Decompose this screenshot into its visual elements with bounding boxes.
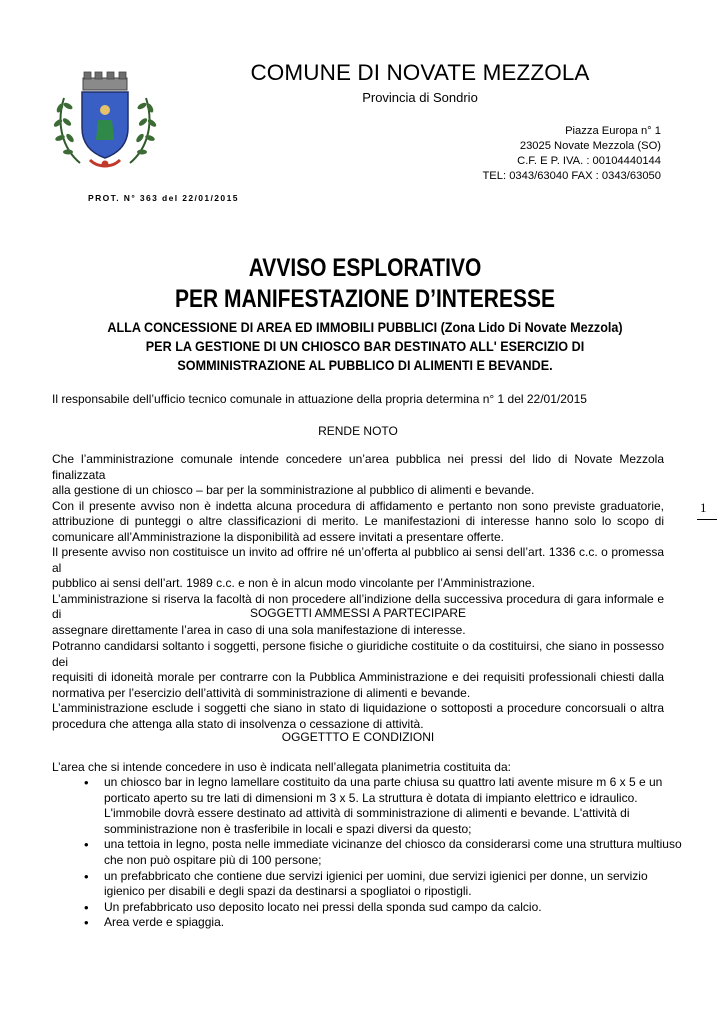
address-line: 23025 Novate Mezzola (SO) (519, 140, 661, 152)
text-line: Potranno candidarsi soltanto i soggetti, persone fisiche o giuridiche costituite o da costituirsi, che siano in possesso dei (52, 639, 664, 669)
text-line: comunicare all’Amministrazione la disponibilità ad essere invitati a presentare offerte. (52, 529, 505, 544)
document-title: AVVISO ESPLORATIVO (248, 254, 482, 282)
document-subtitle: SOMMINISTRAZIONE AL PUBBLICO DI ALIMENTI E BEVANDE. (177, 357, 553, 373)
document-subtitle: PER LA GESTIONE DI UN CHIOSCO BAR DESTINATO ALL' ESERCIZIO DI (145, 338, 585, 354)
tax-code-line: C.F. E P. IVA. : 00104440144 (517, 155, 661, 167)
list-item: • Un prefabbricato uso deposito locato nei pressi della sponda sud campo da calcio. (84, 900, 684, 916)
soggetti-body (52, 639, 664, 732)
page-number: 1 (700, 500, 707, 515)
text-line: Il presente avviso non costituisce un invito ad offrire né un’offerta al pubblico ai sensi dell’art. 1336 c.c. o promessa al (52, 545, 664, 575)
municipal-crest-icon (50, 68, 160, 178)
municipality-name: COMUNE DI NOVATE MEZZOLA (250, 60, 590, 85)
text-line: requisiti di idoneità morale per contrarre con la Pubblica Amministrazione e dei requisiti professionali chiesti dalla (52, 670, 664, 684)
section-heading-oggetto: OGGETTTO E CONDIZIONI (281, 730, 435, 744)
protocol-number: PROT. N° 363 del 22/01/2015 (88, 193, 239, 203)
phone-fax-line: TEL: 0343/63040 FAX : 0343/63050 (482, 170, 661, 182)
conditions-list (84, 775, 684, 931)
text-line: pubblico ai sensi dell’art. 1989 c.c. e non è in alcun modo vincolante per l’Amministrazione. (52, 576, 535, 590)
document-subtitle: ALLA CONCESSIONE DI AREA ED IMMOBILI PUBBLICI (Zona Lido Di Novate Mezzola) (107, 319, 623, 335)
address-line: Piazza Europa n° 1 (565, 125, 661, 137)
text-line: assegnare direttamente l’area in caso di una sola manifestazione di interesse. (52, 622, 466, 637)
text-line: alla gestione di un chiosco – bar per la somministrazione al pubblico di alimenti e bevande. (52, 483, 535, 497)
intro-paragraph: Il responsabile dell’ufficio tecnico comunale in attuazione della propria determina n° 1 del 22/01/2015 (52, 392, 587, 406)
text-line: L’amministrazione si riserva la facoltà di non procedere all’indizione della successiva procedura di gara informale e di (52, 591, 664, 621)
list-item: • un prefabbricato che contiene due servizi igienici per uomini, due servizi igienici per donne, un servizio igienico per disabili e degli spazi da destinarsi a spogliatoi o ripostigli. (84, 869, 684, 900)
text-line: attribuzione di punteggi o altre classificazioni di merito. Le manifestazioni di interesse hanno solo lo scopo di (52, 514, 664, 528)
text-line: procedura che attenga alla stato di insolvenza o cessazione di attività. (52, 716, 424, 731)
section-heading-soggetti: SOGGETTI AMMESSI A PARTECIPARE (249, 606, 467, 620)
province-name: Provincia di Sondrio (362, 90, 478, 105)
section-heading-rende-noto: RENDE NOTO (318, 424, 398, 438)
text-line: normativa per l’esercizio dell’attività di somministrazione di alimenti e bevande. (52, 685, 471, 700)
text-line: Che l’amministrazione comunale intende concedere un’area pubblica nei pressi del lido di Novate Mezzola finalizzata (52, 452, 664, 482)
list-item: • un chiosco bar in legno lamellare costituito da una parte chiusa su quattro lati avente misure m 6 x 5 e un porticato aperto su tre lati di dimensioni m 3 x 5. La struttura è dotata di impianto elettrico e idraulico. L'immobile dovrà essere destinato ad attività di somministrazione di alimenti e bevande. L'attività di somministrazione non è trasferibile in locali e spazi diversi da questo; (84, 775, 684, 837)
page-number-rule (697, 519, 717, 520)
text-line: L’amministrazione esclude i soggetti che siano in stato di liquidazione o sottoposti a procedure concorsuali o altra (52, 701, 664, 715)
list-item: • Area verde e spiaggia. (84, 915, 684, 931)
list-item: • una tettoia in legno, posta nelle immediate vicinanze del chiosco da considerarsi come una struttura multiuso che non può ospitare più di 100 persone; (84, 837, 684, 868)
oggetto-intro: L’area che si intende concedere in uso è indicata nell’allegata planimetria costituita da: (52, 760, 511, 774)
document-title-line-2: PER MANIFESTAZIONE D’INTERESSE (175, 285, 555, 313)
text-line: Con il presente avviso non è indetta alcuna procedura di affidamento e pertanto non sono previste graduatorie, (52, 498, 664, 513)
